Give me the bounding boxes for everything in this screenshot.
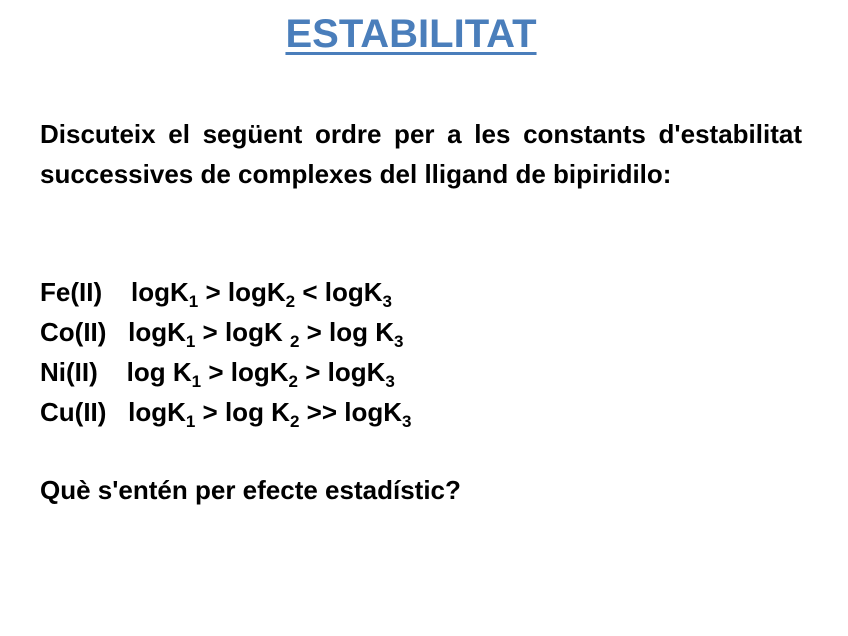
question-text: Què s'entén per efecte estadístic? [40, 475, 461, 505]
subscript-1: 1 [191, 372, 202, 391]
term-2: > logK [195, 317, 290, 347]
term-2: > logK [198, 277, 286, 307]
subscript-1: 1 [185, 412, 196, 431]
term-3: > logK [298, 357, 386, 387]
stability-constants-list [40, 272, 760, 432]
intro-paragraph: Discuteix el següent ordre per a les constants d'estabilitat successives de complexes del lligand de bipiridilo: [40, 119, 802, 189]
subscript-2: 2 [285, 292, 296, 311]
term-1: logK [128, 317, 186, 347]
slide-title: ESTABILITAT [285, 12, 537, 56]
term-2: > logK [201, 357, 289, 387]
subscript-3: 3 [385, 372, 395, 391]
subscript-3: 3 [382, 292, 392, 311]
term-1: log K [126, 357, 192, 387]
term-3: > log K [299, 317, 395, 347]
row-gap [106, 317, 128, 347]
row-co [40, 312, 760, 352]
row-ni [40, 352, 760, 392]
ion-label: Cu(II) [40, 397, 107, 427]
row-gap [102, 277, 131, 307]
subscript-2: 2 [288, 372, 299, 391]
subscript-2: 2 [289, 332, 300, 351]
term-1: logK [128, 397, 186, 427]
term-3: < logK [295, 277, 383, 307]
subscript-3: 3 [402, 412, 412, 431]
ion-label: Fe(II) [40, 277, 103, 307]
term-1: logK [131, 277, 189, 307]
ion-label: Ni(II) [40, 357, 98, 387]
row-fe [40, 272, 760, 312]
row-gap [106, 397, 128, 427]
ion-label: Co(II) [40, 317, 107, 347]
row-gap [98, 357, 127, 387]
subscript-3: 3 [394, 332, 404, 351]
term-2: > log K [195, 397, 290, 427]
row-cu [40, 392, 760, 432]
subscript-1: 1 [185, 332, 196, 351]
term-3: >> logK [299, 397, 402, 427]
subscript-1: 1 [188, 292, 199, 311]
subscript-2: 2 [289, 412, 300, 431]
